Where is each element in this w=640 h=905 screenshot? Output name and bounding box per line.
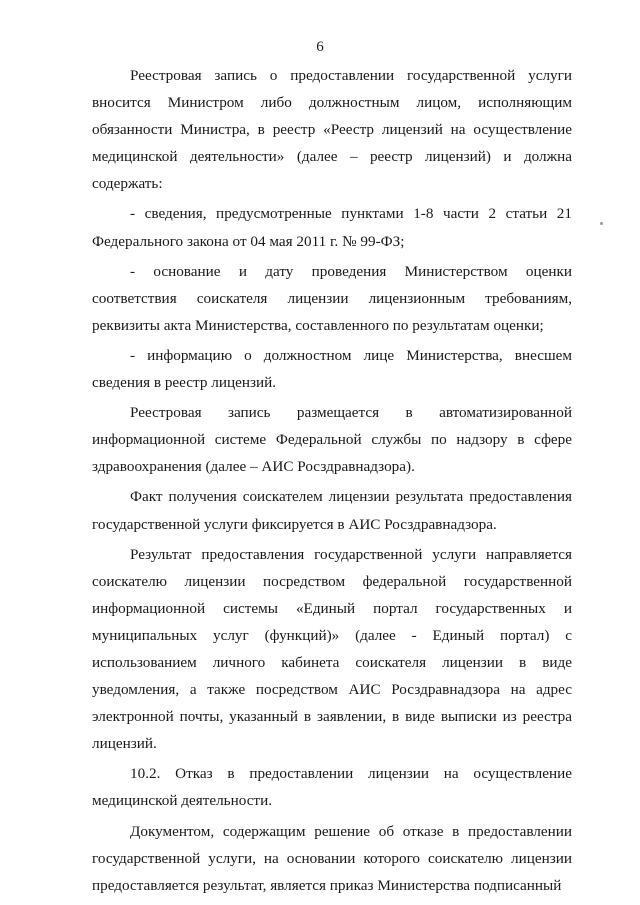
document-body bbox=[92, 62, 572, 899]
paragraph-result-recorded: Факт получения соискателем лицензии результата предоставления государственной услуги фиксируется в АИС Росздравнадзора. bbox=[92, 488, 572, 533]
paragraph-section-10-2: 10.2. Отказ в предоставлении лицензии на осуществление медицинской деятельности. bbox=[92, 765, 572, 810]
list-item-license-info: - сведения, предусмотренные пунктами 1-8 части 2 статьи 21 Федерального закона от 04 мая 2011 г. № 99-ФЗ; bbox=[92, 205, 572, 250]
paragraph-registry-entry: Реестровая запись о предоставлении государственной услуги вносится Министром либо должностным лицом, исполняющим обязанности Министра, в реестр «Реестр лицензий на осуществление медицинской деятельности» (далее – реестр лицензий) и должна содержать: bbox=[92, 67, 572, 193]
list-item-assessment-basis: - основание и дату проведения Министерством оценки соответствия соискателя лицензии лицензионным требованиям, реквизиты акта Министерства, составленного по результатам оценки; bbox=[92, 262, 572, 334]
paragraph-result-delivery: Результат предоставления государственной услуги направляется соискателю лицензии посредством федеральной государственной информационной системы «Единый портал государственных и муниципальных услуг (функций)» (далее - Единый портал) с использованием личного кабинета соискателя лицензии в виде уведомления, а также посредством АИС Росздравнадзора на адрес электронной почты, указанный в заявлении, в виде выписки из реестра лицензий. bbox=[92, 545, 572, 753]
paragraph-refusal-document: Документом, содержащим решение об отказе в предоставлении государственной услуги, на основании которого соискателю лицензии предоставляется результат, является приказ Министерства подписанный bbox=[92, 822, 572, 894]
page-number: 6 bbox=[316, 39, 324, 55]
list-item-official-info: - информацию о должностном лице Министерства, внесшем сведения в реестр лицензий. bbox=[92, 346, 572, 392]
paragraph-registry-placement: Реестровая запись размещается в автоматизированной информационной системе Федеральной службы по надзору в сфере здравоохранения (далее – АИС Росздравнадзора). bbox=[92, 404, 572, 476]
scan-speck bbox=[600, 222, 603, 225]
